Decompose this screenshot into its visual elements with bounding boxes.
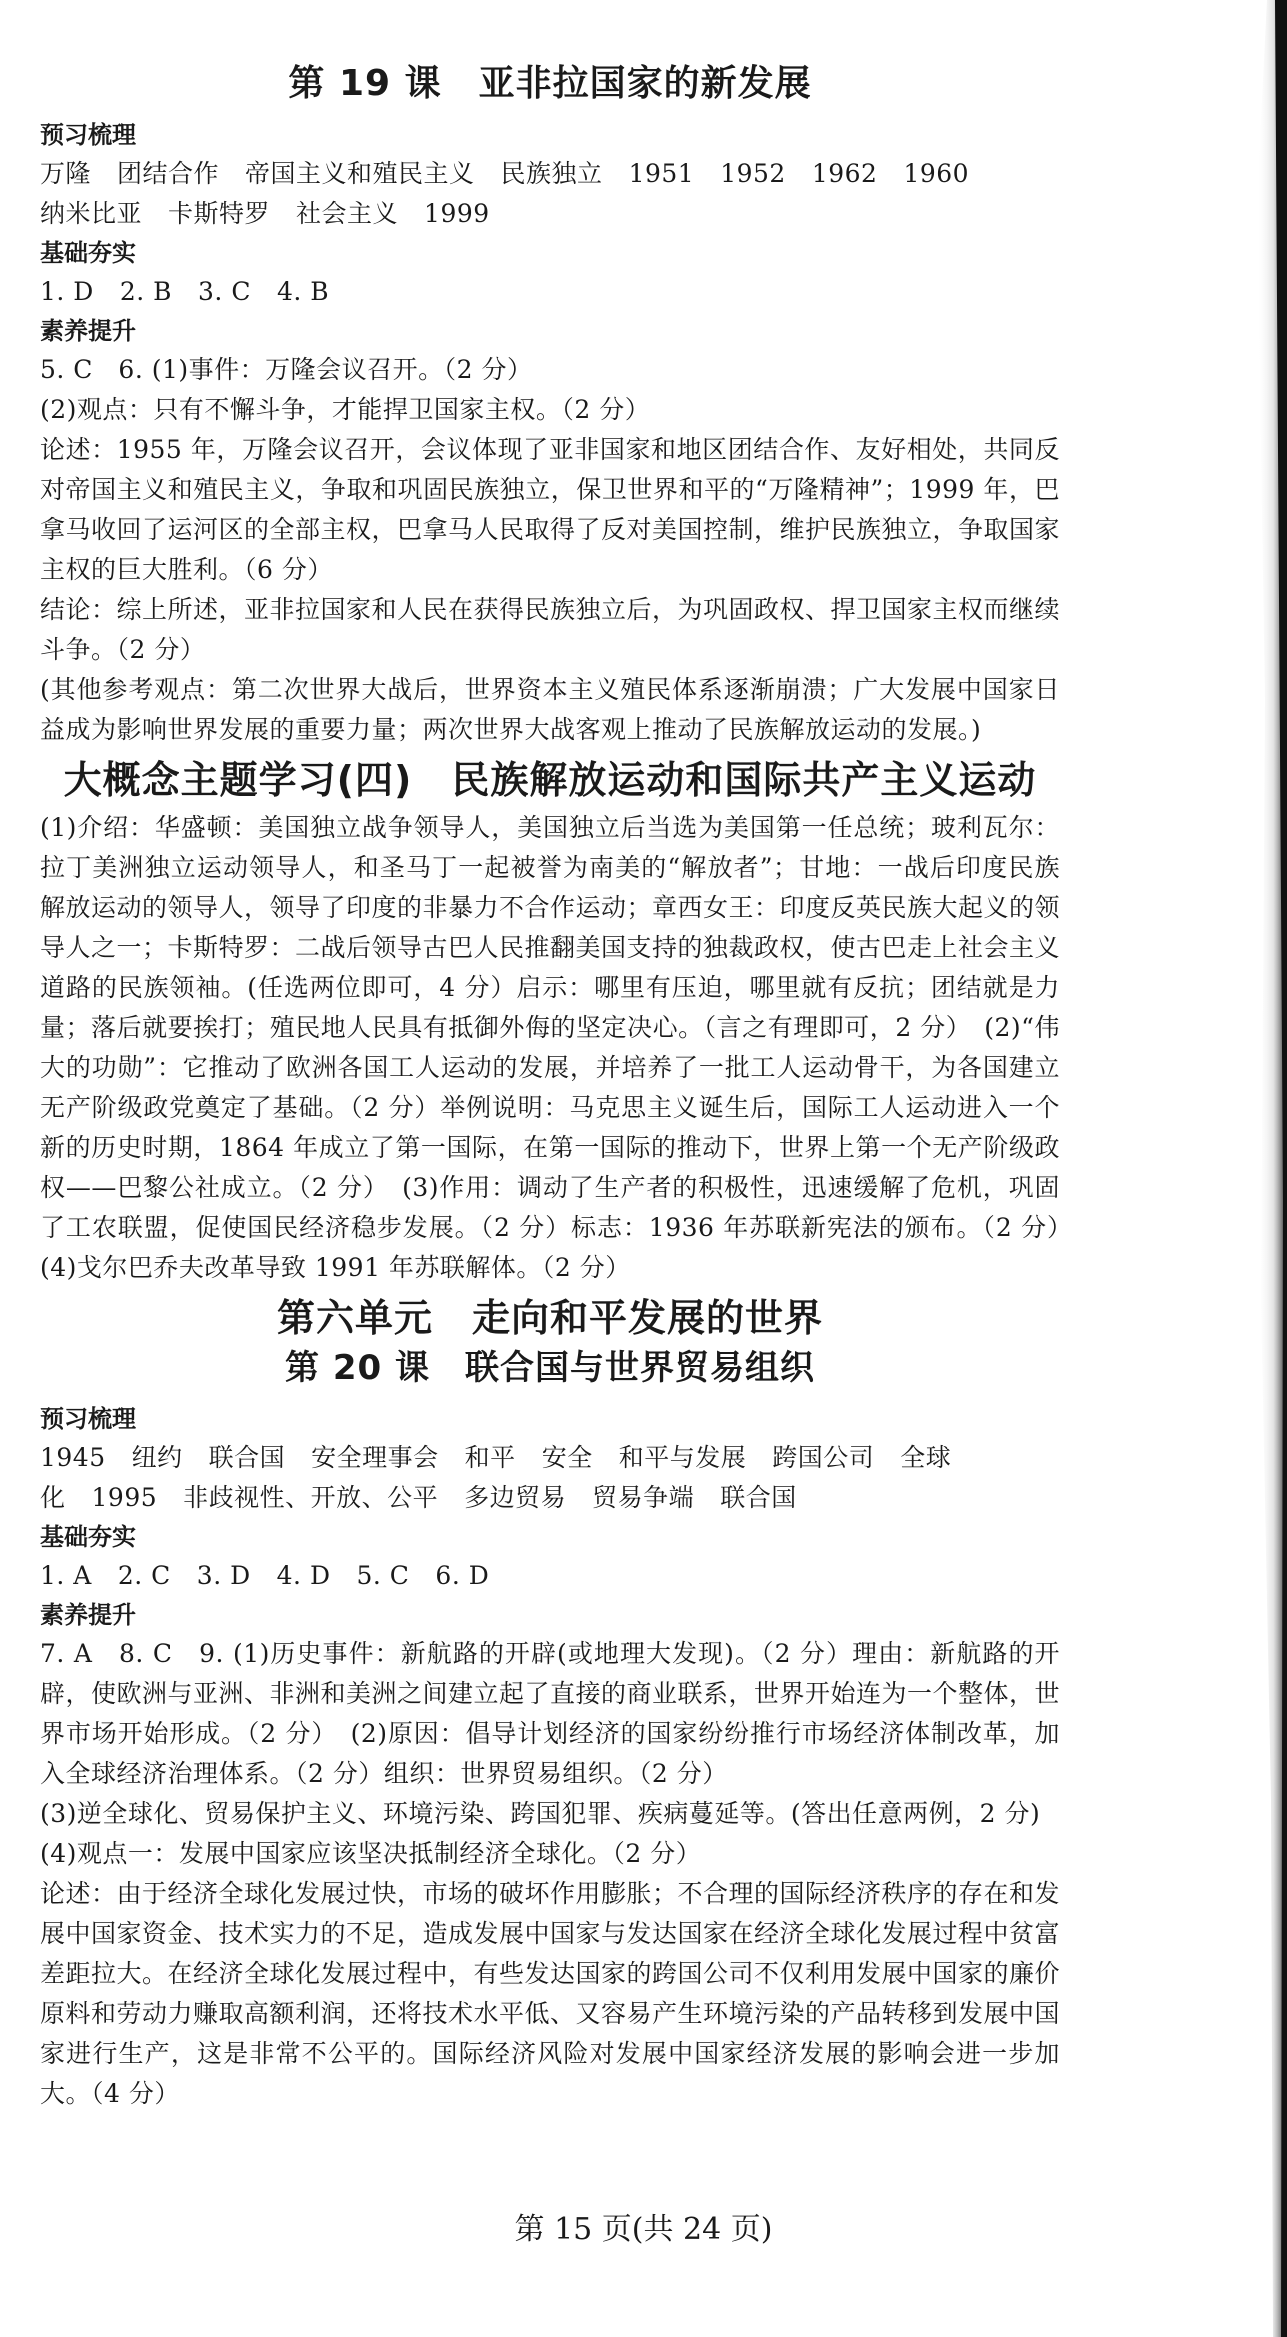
lesson20-basic-heading: 基础夯实 <box>40 1523 136 1551</box>
lesson19-preview-line1: 万隆 团结合作 帝国主义和殖民主义 民族独立 1951 1952 1962 1960 <box>40 159 970 188</box>
lesson20-improve-p1: 7. A 8. C 9. (1)历史事件：新航路的开辟(或地理大发现)。（2 分）理由：新航路的开辟，使欧洲与亚洲、非洲和美洲之间建立起了直接的商业联系，世界开始连为一个整体，世界市场开始形成。（2 分） (2)原因：倡导计划经济的国家纷纷推行市场经济体制改革，加入全球经济治理体系。（2 分）组织：世界贸易组织。（2 分） <box>40 1639 1061 1788</box>
lesson19-improve-heading: 素养提升 <box>40 317 136 345</box>
page-edge-shadow <box>1197 0 1287 2337</box>
theme4-paragraph: (1)介绍：华盛顿：美国独立战争领导人，美国独立后当选为美国第一任总统；玻利瓦尔：拉丁美洲独立运动领导人，和圣马丁一起被誉为南美的“解放者”；甘地：一战后印度民族解放运动的领导人，领导了印度的非暴力不合作运动；章西女王：印度反英民族大起义的领导人之一；卡斯特罗：二战后领导古巴人民推翻美国支持的独裁政权，使古巴走上社会主义道路的民族领袖。(任选两位即可，4 分）启示：哪里有压迫，哪里就有反抗；团结就是力量；落后就要挨打；殖民地人民具有抵御外侮的坚定决心。（言之有理即可，2 分） (2)“伟大的功勋”：它推动了欧洲各国工人运动的发展，并培养了一批工人运动骨干，为各国建立无产阶级政党奠定了基础。（2 分）举例说明：马克思主义诞生后，国际工人运动进入一个新的历史时期，1864 年成立了第一国际，在第一国际的推动下，世界上第一个无产阶级政权——巴黎公社成立。（2 分） (3)作用：调动了生产者的积极性，迅速缓解了危机，巩固了工农联盟，促使国民经济稳步发展。（2 分）标志：1936 年苏联新宪法的颁布。（2 分） (4)戈尔巴乔夫改革导致 1991 年苏联解体。（2 分） <box>40 813 1086 1282</box>
lesson20-preview-line2: 化 1995 非歧视性、开放、公平 多边贸易 贸易争端 联合国 <box>40 1483 797 1512</box>
lesson19-preview-heading: 预习梳理 <box>40 121 136 149</box>
lesson19-improve-p4: 结论：综上所述，亚非拉国家和人民在获得民族独立后，为巩固政权、捍卫国家主权而继续斗争。（2 分） <box>40 595 1061 664</box>
answer-page <box>40 62 1086 2114</box>
lesson19-basic-heading: 基础夯实 <box>40 239 136 267</box>
lesson20-basic-answers: 1. A 2. C 3. D 4. D 5. C 6. D <box>40 1561 490 1590</box>
unit6-title: 第六单元 走向和平发展的世界 <box>276 1296 823 1340</box>
lesson19-basic-answers: 1. D 2. B 3. C 4. B <box>40 277 330 306</box>
lesson20-improve-heading: 素养提升 <box>40 1601 136 1629</box>
lesson20-preview-line1: 1945 纽约 联合国 安全理事会 和平 安全 和平与发展 跨国公司 全球 <box>40 1443 952 1472</box>
lesson19-preview-line2: 纳米比亚 卡斯特罗 社会主义 1999 <box>40 199 490 228</box>
page-number-footer: 第 15 页(共 24 页) <box>514 2212 773 2247</box>
lesson20-improve-p2: (3)逆全球化、贸易保护主义、环境污染、跨国犯罪、疾病蔓延等。(答出任意两例，2 分) <box>40 1799 1041 1828</box>
lesson20-improve-p3: (4)观点一：发展中国家应该坚决抵制经济全球化。（2 分） <box>40 1839 702 1868</box>
lesson20-improve-p4: 论述：由于经济全球化发展过快，市场的破坏作用膨胀；不合理的国际经济秩序的存在和发展中国家资金、技术实力的不足，造成发展中国家与发达国家在经济全球化发展过程中贫富差距拉大。在经济全球化发展过程中，有些发达国家的跨国公司不仅利用发展中国家的廉价原料和劳动力赚取高额利润，还将技术水平低、又容易产生环境污染的产品转移到发展中国家进行生产，这是非常不公平的。国际经济风险对发展中国家经济发展的影响会进一步加大。（4 分） <box>40 1879 1061 2108</box>
lesson20-title: 第 20 课 联合国与世界贸易组织 <box>285 1348 815 1388</box>
lesson20-preview-heading: 预习梳理 <box>40 1405 136 1433</box>
lesson19-improve-p1: 5. C 6. (1)事件：万隆会议召开。（2 分） <box>40 355 533 384</box>
lesson19-improve-p2: (2)观点：只有不懈斗争，才能捍卫国家主权。（2 分） <box>40 395 651 424</box>
lesson19-improve-p3: 论述：1955 年，万隆会议召开，会议体现了亚非国家和地区团结合作、友好相处，共同反对帝国主义和殖民主义，争取和巩固民族独立，保卫世界和平的“万隆精神”；1999 年，巴拿马收回了运河区的全部主权，巴拿马人民取得了反对美国控制，维护民族独立，争取国家主权的巨大胜利。（6 分） <box>40 435 1061 584</box>
lesson19-improve-p5: (其他参考观点：第二次世界大战后，世界资本主义殖民体系逐渐崩溃；广大发展中国家日益成为影响世界发展的重要力量；两次世界大战客观上推动了民族解放运动的发展。) <box>40 675 1060 744</box>
theme4-title: 大概念主题学习(四) 民族解放运动和国际共产主义运动 <box>63 758 1037 802</box>
lesson19-title: 第 19 课 亚非拉国家的新发展 <box>288 63 812 104</box>
